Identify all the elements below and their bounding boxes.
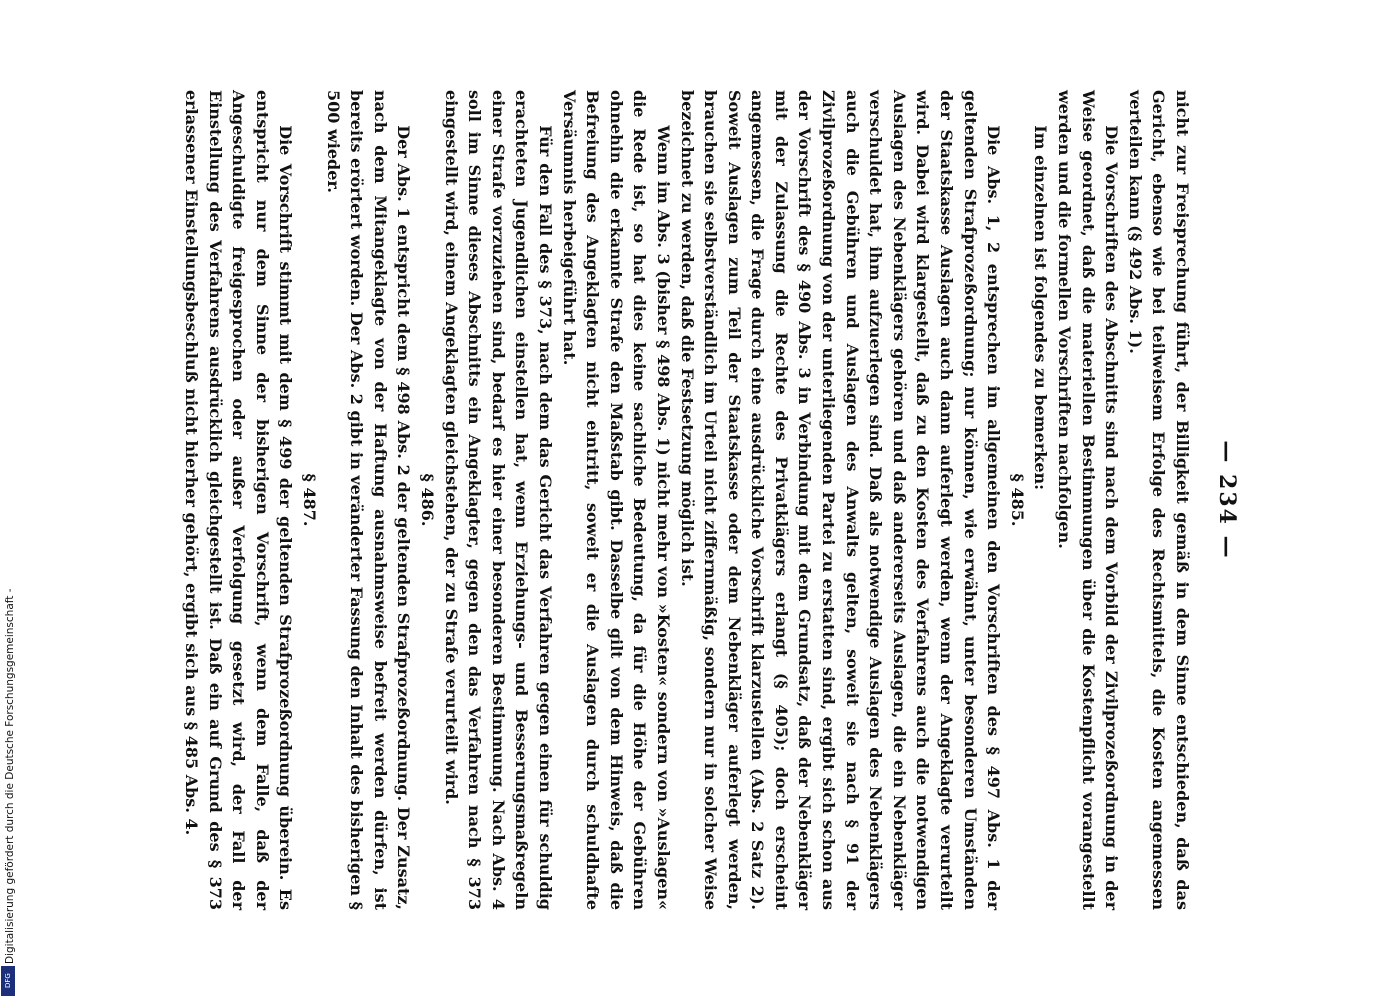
paragraph: nicht zur Freisprechung führt, der Billigkeit gemäß in dem Sinne entschieden, daß das Gericht, ebenso wie bei teilweisem Erfolge des Rechtsmittels, die Kosten angemessen verteilen kann (§ 492 Abs. 1).	[1125, 90, 1192, 910]
dfg-logo: DFG	[1, 966, 15, 996]
credit-text: Digitalisierung gefördert durch die Deutsche Forschungsgemeinschaft -	[4, 588, 16, 964]
paragraph: Für den Fall des § 373, nach dem das Gericht das Verfahren gegen einen für schuldig erachteten Jugendlichen einstellen hat, wenn Erziehungs- und Besserungsmaßregeln einer Strafe vorzuziehen sind, bedarf es hier einer besonderen Bestimmung. Nach Abs. 4 soll im Sinne dieses Abschnitts ein Angeklagter, gegen den das Verfahren nach § 373 eingestellt wird, einem Angeklagten gleichstehen, der zu Strafe verurteilt wird.	[441, 90, 555, 910]
page-body	[179, 90, 1194, 910]
paragraph: Die Vorschriften des Abschnitts sind nach dem Vorbild der Zivilprozeßordnung in der Weise geordnet, daß die materiellen Bestimmungen über die Kostenpflicht vorangestellt werden und die formellen Vorschriften nachfolgen.	[1055, 90, 1122, 910]
paragraph: Die Abs. 1, 2 entsprechen im allgemeinen den Vorschriften des § 497 Abs. 1 der geltenden Strafprozeßordnung; nur können, wie erwähnt, unter besonderen Umständen der Staatskasse Auslagen auch dann auferlegt werden, wenn der Angeklagte verurteilt wird. Dabei wird klargestellt, daß zu den Kosten des Verfahrens auch die notwendigen Auslagen des Nebenklägers gehören und daß andererseits Auslagen, die ein Nebenkläger verschuldet hat, ihm aufzuerlegen sind. Daß als notwendige Auslagen des Nebenklägers auch die Gebühren und Auslagen des Anwalts gelten, soweit sie nach § 91 der Zivilprozeßordnung von der unterliegenden Partei zu erstatten sind, ergibt sich schon aus der Vorschrift des § 490 Abs. 3 in Verbindung mit dem Grundsatz, daß der Nebenkläger mit der Zulassung die Rechte des Privatklägers erlangt (§ 405); doch erscheint angemessen, die Frage durch eine ausdrückliche Vorschrift klarzustellen (Abs. 2 Satz 2). Soweit Auslagen zum Teil der Staatskasse oder dem Nebenkläger auferlegt werden, brauchen sie selbstverständlich im Urteil nicht ziffernmäßig, sondern nur in solcher Weise bezeichnet zu werden, daß die Festsetzung möglich ist.	[677, 90, 1004, 910]
paragraph: Der Abs. 1 entspricht dem § 498 Abs. 2 der geltenden Strafprozeßordnung. Der Zusatz, nach dem Mitangeklagte von der Haftung ausnahmsweise befreit werden dürfen, ist bereits erörtert worden. Der Abs. 2 gibt in veränderter Fassung den Inhalt des bisherigen § 500 wieder.	[323, 90, 414, 910]
rotated-page	[138, 0, 1248, 1000]
paragraph: Die Vorschrift stimmt mit dem § 499 der geltenden Strafprozeßordnung überein. Es entspricht nur dem Sinne der bisherigen Vorschrift, wenn dem Falle, daß der Angeschuldigte freigesprochen oder außer Verfolgung gesetzt wird, der Fall der Einstellung des Verfahrens ausdrücklich gleichgestellt ist. Daß ein auf Grund des § 373 erlassener Einstellungsbeschluß nicht hierher gehört, ergibt sich aus § 485 Abs. 4.	[182, 90, 296, 910]
paragraph: Im einzelnen ist folgendes zu bemerken:	[1031, 125, 1051, 491]
section-heading: § 487.	[300, 473, 320, 527]
section-heading: § 486.	[418, 473, 437, 527]
section-heading: § 485.	[1007, 473, 1027, 527]
digitization-credit	[2, 588, 18, 1000]
page-number: — 234 —	[1214, 440, 1240, 560]
paragraph: Wenn im Abs. 3 (bisher § 498 Abs. 1) nicht mehr von »Kosten« sondern von »Auslagen« die Rede ist, so hat dies keine sachliche Bedeutung, da für die Höhe der Gebühren ohnehin die erkannte Strafe den Maßstab gibt. Dasselbe gilt von dem Hinweis, daß die Befreiung des Angeklagten nicht eintritt, soweit er die Auslagen durch schuldhafte Versäumnis herbeigeführt hat.	[559, 90, 673, 910]
